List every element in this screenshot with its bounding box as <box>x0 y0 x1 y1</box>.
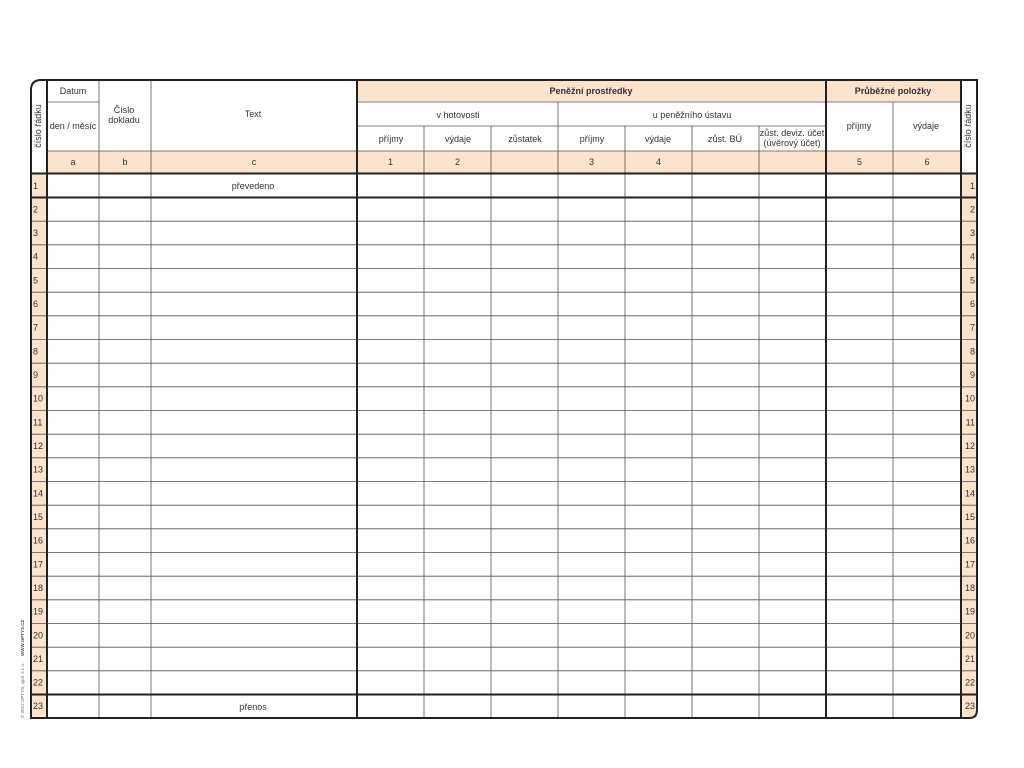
right-line-number-label: číslo řádku <box>963 104 973 148</box>
row-number-right: 13 <box>964 464 975 475</box>
row-number-right: 7 <box>969 322 975 333</box>
header-v-hotovosti: v hotovosti <box>436 110 480 120</box>
row-number-left: 20 <box>33 630 44 641</box>
header-datum: Datum <box>59 86 87 96</box>
row-number-right: 18 <box>964 583 975 593</box>
row-number-right: 2 <box>969 204 975 215</box>
header-zust-deviz-line1: zůst. deviz. účet <box>759 128 825 138</box>
header-zustatek: zůstatek <box>508 134 542 144</box>
row-number-right: 5 <box>969 275 975 286</box>
row-number-left: 4 <box>33 251 39 262</box>
copyright-text: © 2012 OPTYS, spol. s r. o. <box>20 662 25 718</box>
header-cislo-line1: Číslo <box>113 105 135 115</box>
row-number-left: 12 <box>33 441 44 451</box>
row-number-right: 22 <box>964 677 975 688</box>
copyright-url: WWW.OPTYS.CZ <box>20 619 25 656</box>
header-zust-deviz-line2: (úvěrový účet) <box>763 138 821 148</box>
header-text: Text <box>244 109 262 119</box>
row-number-left: 18 <box>33 583 44 593</box>
header-vydaje-prubezne: výdaje <box>912 121 940 131</box>
header-penezni-prostredky: Peněžní prostředky <box>549 86 633 96</box>
row-number-right: 11 <box>965 417 975 428</box>
header-prijmy-prubezne: příjmy <box>846 121 872 131</box>
row-number-left: 3 <box>33 228 39 238</box>
row-number-right: 23 <box>964 701 975 711</box>
row-number-left: 16 <box>33 535 44 546</box>
header-prijmy-ustav: příjmy <box>579 134 605 144</box>
column-code-band <box>47 151 961 173</box>
row-number-right: 12 <box>964 441 975 451</box>
table-frame <box>31 80 977 718</box>
column-code: 1 <box>387 157 394 167</box>
copyright-note <box>19 620 25 718</box>
column-code: c <box>251 157 257 167</box>
row-number-right: 20 <box>964 630 975 641</box>
row-number-left: 10 <box>33 393 44 404</box>
row-number-right: 14 <box>964 488 975 499</box>
column-code: b <box>122 157 128 167</box>
header-cislo-line2: dokladu <box>108 115 140 125</box>
column-code: 3 <box>588 157 595 167</box>
column-code: 2 <box>454 157 461 167</box>
row-number-left: 5 <box>33 275 39 286</box>
row-number-left: 14 <box>33 488 44 499</box>
row-number-right: 15 <box>964 512 975 522</box>
table-grid <box>31 80 977 718</box>
row-number-right: 3 <box>969 228 975 238</box>
row-number-left: 19 <box>33 606 44 617</box>
header-zust-bu: zůst. BÚ <box>707 134 743 144</box>
row-number-left: 15 <box>33 512 44 522</box>
row-number-right: 8 <box>969 346 975 357</box>
header-prijmy-hotovost: příjmy <box>378 134 404 144</box>
row-number-left: 11 <box>33 417 43 428</box>
row-number-left: 7 <box>33 322 39 333</box>
header-vydaje-hotovost: výdaje <box>444 134 472 144</box>
row-text-prevedeno: převedeno <box>231 181 275 191</box>
row-number-right: 4 <box>969 251 975 262</box>
row-number-left: 13 <box>33 464 44 475</box>
header-prubezne-polozky: Průběžné položky <box>854 86 932 96</box>
row-number-right: 10 <box>964 393 975 404</box>
column-code: 6 <box>924 157 930 167</box>
row-number-left: 23 <box>33 701 44 711</box>
row-number-left: 6 <box>33 299 39 309</box>
column-code: 5 <box>856 157 863 167</box>
row-number-left: 2 <box>33 204 39 215</box>
row-numbers <box>33 181 975 711</box>
row-number-right: 6 <box>969 299 975 309</box>
row-number-right: 16 <box>964 535 975 546</box>
row-number-right: 9 <box>969 370 975 380</box>
row-number-left: 22 <box>33 677 44 688</box>
row-number-right: 19 <box>964 606 975 617</box>
column-code: a <box>70 157 76 167</box>
row-number-right: 17 <box>964 559 975 570</box>
row-text-prenos: přenos <box>239 702 267 712</box>
row-number-left: 8 <box>33 346 39 357</box>
header-u-penezniho-ustavu: u peněžního ústavu <box>652 110 732 120</box>
header-den-mesic: den / měsíc <box>49 121 97 131</box>
row-number-left: 1 <box>33 181 39 191</box>
row-number-right: 21 <box>964 654 975 664</box>
left-line-number-label: číslo řádku <box>33 104 43 148</box>
row-number-right: 1 <box>969 181 975 191</box>
column-code: 4 <box>655 157 662 167</box>
header-vydaje-ustav: výdaje <box>644 134 672 144</box>
row-number-left: 17 <box>33 559 44 570</box>
row-number-left: 9 <box>33 370 39 380</box>
row-number-left: 21 <box>33 654 44 664</box>
